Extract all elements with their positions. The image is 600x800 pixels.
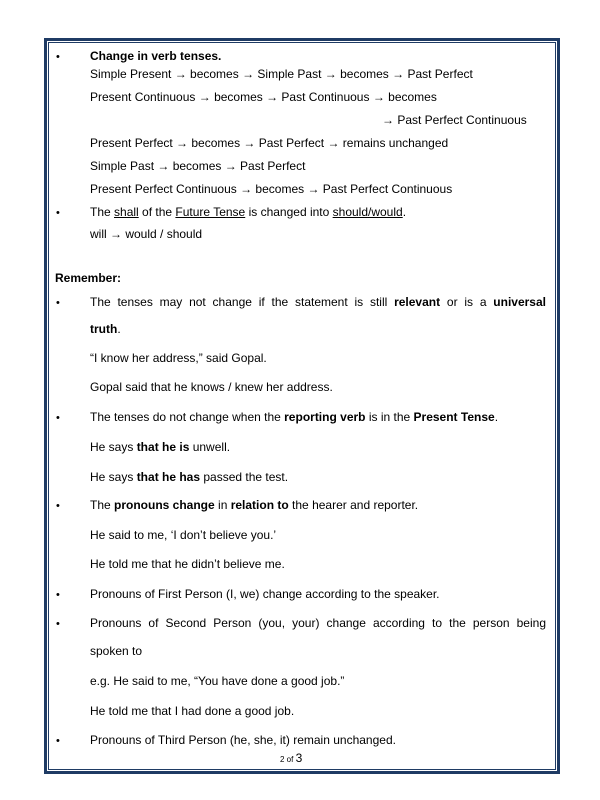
arrow-icon: → — [110, 227, 122, 241]
example-text: He told me that I had done a good job. — [90, 704, 295, 718]
will-line: will → would / should — [90, 227, 203, 241]
arrow-icon: → — [157, 159, 170, 173]
page-border-inner — [48, 42, 556, 770]
rule-third-person: Pronouns of Third Person (he, she, it) remain unchanged. — [90, 733, 396, 747]
bullet: • — [56, 589, 60, 601]
arrow-icon: → — [242, 67, 255, 81]
example-text: e.g. He said to me, “You have done a good job.” — [90, 674, 345, 688]
shall-rule: The shall of the Future Tense is changed into should/would. — [90, 205, 407, 219]
example-text: He says that he has passed the test. — [90, 470, 289, 484]
rule-first-person: Pronouns of First Person (I, we) change according to the speaker. — [90, 587, 440, 601]
arrow-icon: → — [240, 182, 253, 196]
arrow-icon: → — [382, 113, 394, 127]
tense-line-4: Simple Past → becomes → Past Perfect — [90, 159, 306, 173]
remember-heading: Remember: — [55, 271, 122, 285]
section-heading-verb-tenses: Change in verb tenses. — [90, 49, 222, 63]
arrow-icon: → — [392, 67, 405, 81]
arrow-icon: → — [224, 159, 237, 173]
tense-line-5: Present Perfect Continuous → becomes → Past Perfect Continuous — [90, 182, 453, 196]
bullet: • — [56, 297, 60, 309]
bullet: • — [56, 735, 60, 747]
example-text: He says that he is unwell. — [90, 440, 231, 454]
rule-second-person-line-1: Pronouns of Second Person (you, your) change according to the person being — [90, 616, 546, 630]
rule-relevant-line-1: The tenses may not change if the statement is still relevant or is a universal — [90, 295, 546, 309]
rule-second-person-line-2: spoken to — [90, 644, 143, 658]
arrow-icon: → — [327, 136, 340, 150]
bullet: • — [56, 412, 60, 424]
tense-line-1: Simple Present → becomes → Simple Past → becomes → Past Perfect — [90, 67, 473, 81]
tense-line-3: Present Perfect → becomes → Past Perfect → remains unchanged — [90, 136, 449, 150]
tense-line-2: Present Continuous → becomes → Past Continuous → becomes — [90, 90, 437, 104]
bullet: • — [56, 207, 60, 219]
arrow-icon: → — [198, 90, 211, 104]
tense-line-2-continued: → Past Perfect Continuous — [382, 113, 527, 127]
rule-pronouns-change: The pronouns change in relation to the hearer and reporter. — [90, 498, 419, 512]
arrow-icon: → — [176, 136, 189, 150]
arrow-icon: → — [307, 182, 320, 196]
bullet: • — [56, 500, 60, 512]
example-text: “I know her address,” said Gopal. — [90, 351, 267, 365]
arrow-icon: → — [266, 90, 279, 104]
arrow-icon: → — [174, 67, 187, 81]
arrow-icon: → — [324, 67, 337, 81]
bullet: • — [56, 618, 60, 630]
example-text: He told me that he didn’t believe me. — [90, 557, 285, 571]
rule-reporting-verb: The tenses do not change when the reporting verb is in the Present Tense. — [90, 410, 499, 424]
example-text: Gopal said that he knows / knew her address. — [90, 380, 333, 394]
bullet: • — [56, 51, 60, 63]
page-number: 2 of 3 — [280, 751, 303, 765]
arrow-icon: → — [243, 136, 256, 150]
example-text: He said to me, ‘I don’t believe you.’ — [90, 528, 277, 542]
rule-relevant-line-2: truth. — [90, 322, 121, 336]
arrow-icon: → — [372, 90, 385, 104]
